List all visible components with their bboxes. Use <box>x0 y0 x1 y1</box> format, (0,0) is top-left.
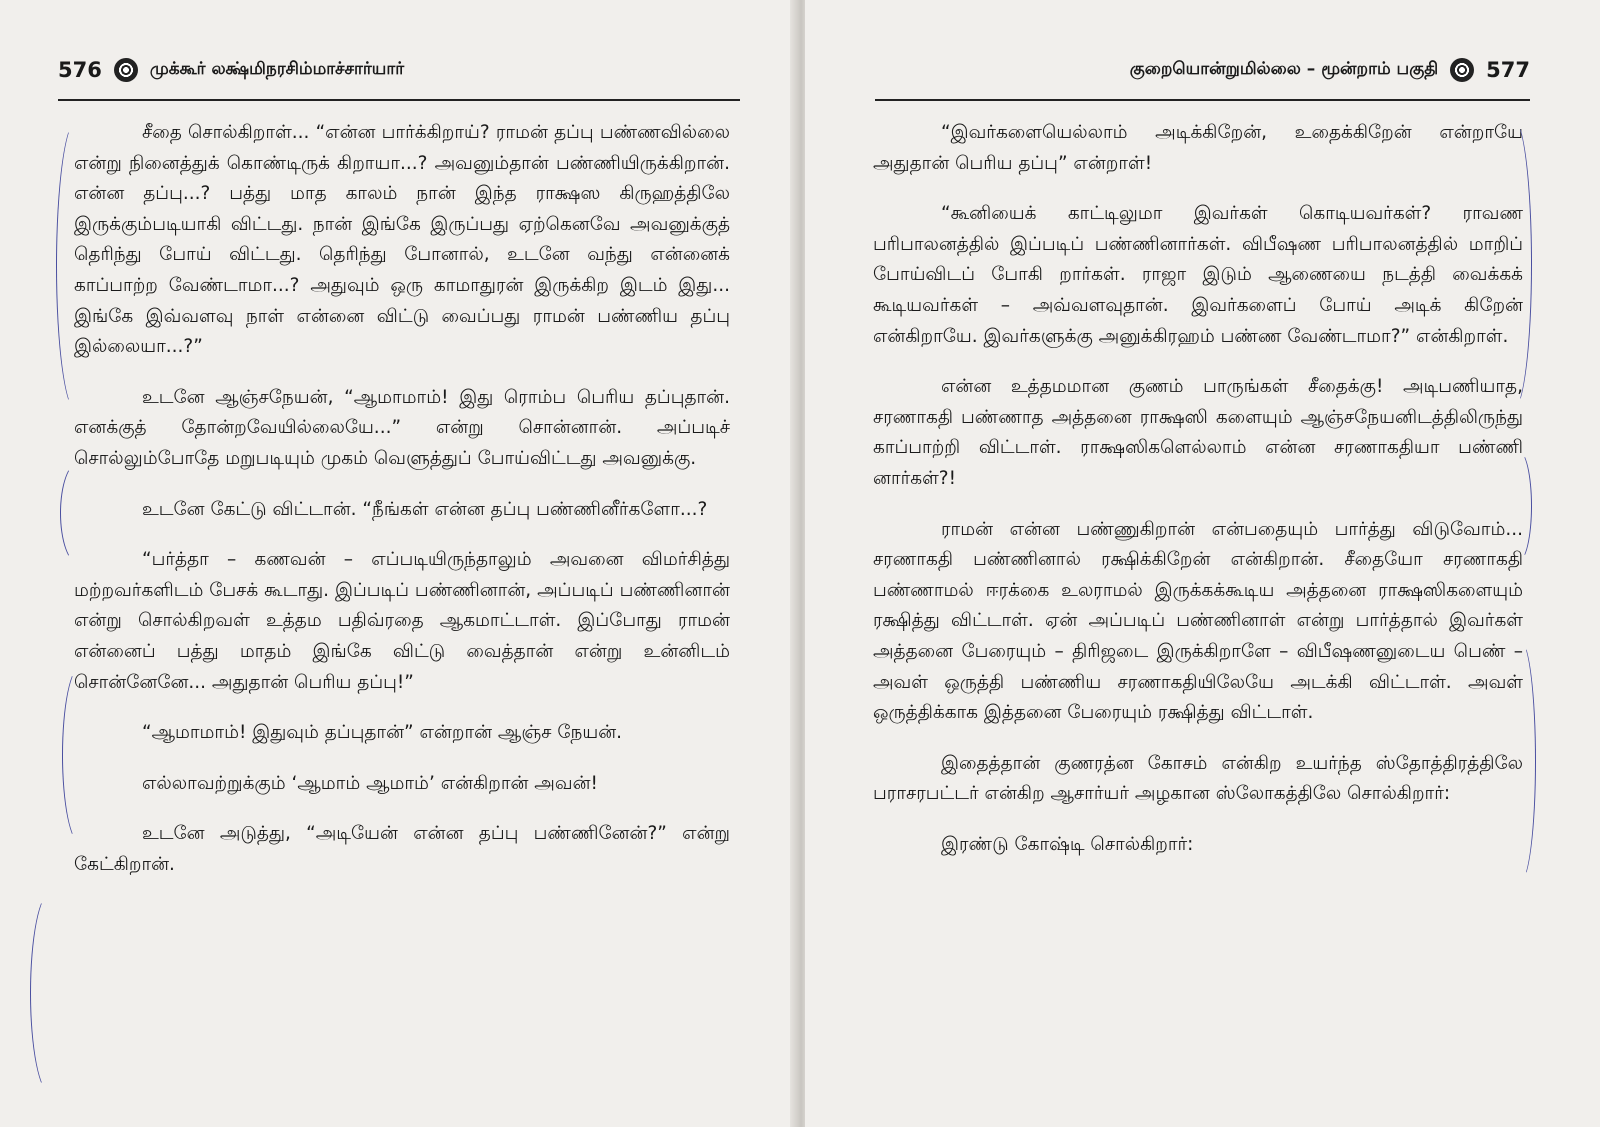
paragraph: “பர்த்தா – கணவன் – எப்படியிருந்தாலும் அவனை விமர்சித்து மற்றவர்களிடம் பேசக் கூடாது. இப்படிப் பண்ணினான், அப்படிப் பண்ணினான் என்று சொல்கிறவள் உத்தம பதிவ்ரதை ஆகமாட்டாள். இப்போது ராமன் என்னைப் பத்து மாதம் இங்கே விட்டு வைத்தான் என்று உன்னிடம் சொன்னேனே... அதுதான் பெரிய தப்பு!” <box>74 549 730 693</box>
right-page-body <box>873 118 1523 880</box>
ornament-icon <box>1450 58 1474 82</box>
paragraph: “ஆமாமாம்! இதுவும் தப்புதான்” என்றான் ஆஞ்ச நேயன். <box>142 722 623 744</box>
left-page-body <box>74 118 730 900</box>
pen-bracket-mark <box>1505 640 1536 882</box>
paragraph: “இவர்களையெல்லாம் அடிக்கிறேன், உதைக்கிறேன் என்றாயே அதுதான் பெரிய தப்பு” என்றாள்! <box>873 122 1523 174</box>
ornament-icon <box>114 58 138 82</box>
pen-bracket-mark <box>62 666 99 844</box>
pen-bracket-mark <box>56 120 97 412</box>
right-page-number: 577 <box>1486 58 1530 82</box>
paragraph: இதைத்தான் குணரத்ன கோசம் என்கிற உயர்ந்த ஸ்தோத்திரத்திலே பராசரபட்டர் என்கிற ஆசார்யர் அழகான ஸ்லோகத்திலே சொல்கிறார்: <box>873 752 1523 805</box>
left-page-number: 576 <box>58 58 102 82</box>
paragraph: உடனே கேட்டு விட்டான். “நீங்கள் என்ன தப்பு பண்ணினீர்களோ...? <box>142 498 708 520</box>
pen-bracket-mark <box>1495 118 1532 410</box>
header-rule <box>58 99 740 101</box>
paragraph: ராமன் என்ன பண்ணுகிறான் என்பதையும் பார்த்து விடுவோம்... சரணாகதி பண்ணினால் ரக்ஷிக்கிறேன் என்கிறான். சீதையோ சரணாகதி பண்ணாமல் ஈரக்கை உலராமல் இருக்கக்கூடிய அத்தனை ராக்ஷஸிகளையும் ரக்ஷித்து விட்டாள். ஏன் அப்படிப் பண்ணினாள் என்று பார்த்தால் இவர்கள் அத்தனை பேரையும் – திரிஜடை இருக்கிறாளே – விபீஷணனுடைய பெண் – அவள் ஒருத்தி பண்ணிய சரணாகதியிலேயே அடக்கி விட்டாள். அவள் ஒருத்திக்காக இத்தனை பேரையும் ரக்ஷித்து விட்டாள். <box>873 518 1523 724</box>
paragraph: இரண்டு கோஷ்டி சொல்கிறார்: <box>941 833 1194 855</box>
right-page-header <box>875 50 1530 90</box>
pen-bracket-mark <box>30 892 71 1094</box>
left-page <box>0 0 795 1127</box>
paragraph: எல்லாவற்றுக்கும் ‘ஆமாம் ஆமாம்’ என்கிறான் அவன்! <box>142 772 598 794</box>
pen-bracket-mark <box>1505 450 1532 562</box>
paragraph: உடனே அடுத்து, “அடியேன் என்ன தப்பு பண்ணினேன்?” என்று கேட்கிறான். <box>74 823 730 875</box>
header-rule <box>875 99 1530 101</box>
left-running-head: முக்கூர் லக்ஷ்மிநரசிம்மாச்சார்யார் <box>149 59 405 79</box>
paragraph: “கூனியைக் காட்டிலுமா இவர்கள் கொடியவர்கள்? ராவண பரிபாலனத்தில் இப்படிப் பண்ணினார்கள். விபீஷண பரிபாலனத்தில் மாறிப் போய்விடப் போகி றார்கள். ராஜா இடும் ஆணையை நடத்தி வைக்கக் கூடியவர்கள் – அவ்வளவுதான். இவர்களைப் போய் அடிக் கிறேன் என்கிறாயே. இவர்களுக்கு அனுக்கிரஹம் பண்ண வேண்டாமா?” என்கிறாள். <box>873 203 1523 347</box>
paragraph: உடனே ஆஞ்சநேயன், “ஆமாமாம்! இது ரொம்ப பெரிய தப்புதான். எனக்குத் தோன்றவேயில்லையே...” என்று சொன்னான். அப்படிச் சொல்லும்போதே மறுபடியும் முகம் வெளுத்துப் போய்விட்டது அவனுக்கு. <box>74 386 730 469</box>
right-page <box>805 0 1600 1127</box>
left-page-header <box>58 50 740 90</box>
right-running-head: குறையொன்றுமில்லை – மூன்றாம் பகுதி <box>1129 59 1439 79</box>
paragraph: என்ன உத்தமமான குணம் பாருங்கள் சீதைக்கு! அடிபணியாத, சரணாகதி பண்ணாத அத்தனை ராக்ஷஸி களையும் ஆஞ்சநேயனிடத்திலிருந்து காப்பாற்றி விட்டாள். ராக்ஷஸிகளெல்லாம் என்ன சரணாகதியா பண்ணி னார்கள்?! <box>873 376 1523 489</box>
paragraph: சீதை சொல்கிறாள்... “என்ன பார்க்கிறாய்? ராமன் தப்பு பண்ணவில்லை என்று நினைத்துக் கொண்டிருக் கிறாயா...? அவனும்தான் பண்ணியிருக்கிறான். என்ன தப்பு...? பத்து மாத காலம் நான் இந்த ராக்ஷஸ கிருஹத்திலே இருக்கும்படியாகி விட்டது. நான் இங்கே இருப்பது ஏற்கெனவே அவனுக்குத் தெரிந்து போய் விட்டது. தெரிந்து போனால், உடனே வந்து என்னைக் காப்பாற்ற வேண்டாமா...? அதுவும் ஒரு காமாதுரன் இருக்கிற இடம் இது... இங்கே இவ்வளவு நாள் என்னை விட்டு வைப்பது ராமன் பண்ணிய தப்பு இல்லையா...?” <box>74 122 730 358</box>
pen-bracket-mark <box>60 462 97 564</box>
